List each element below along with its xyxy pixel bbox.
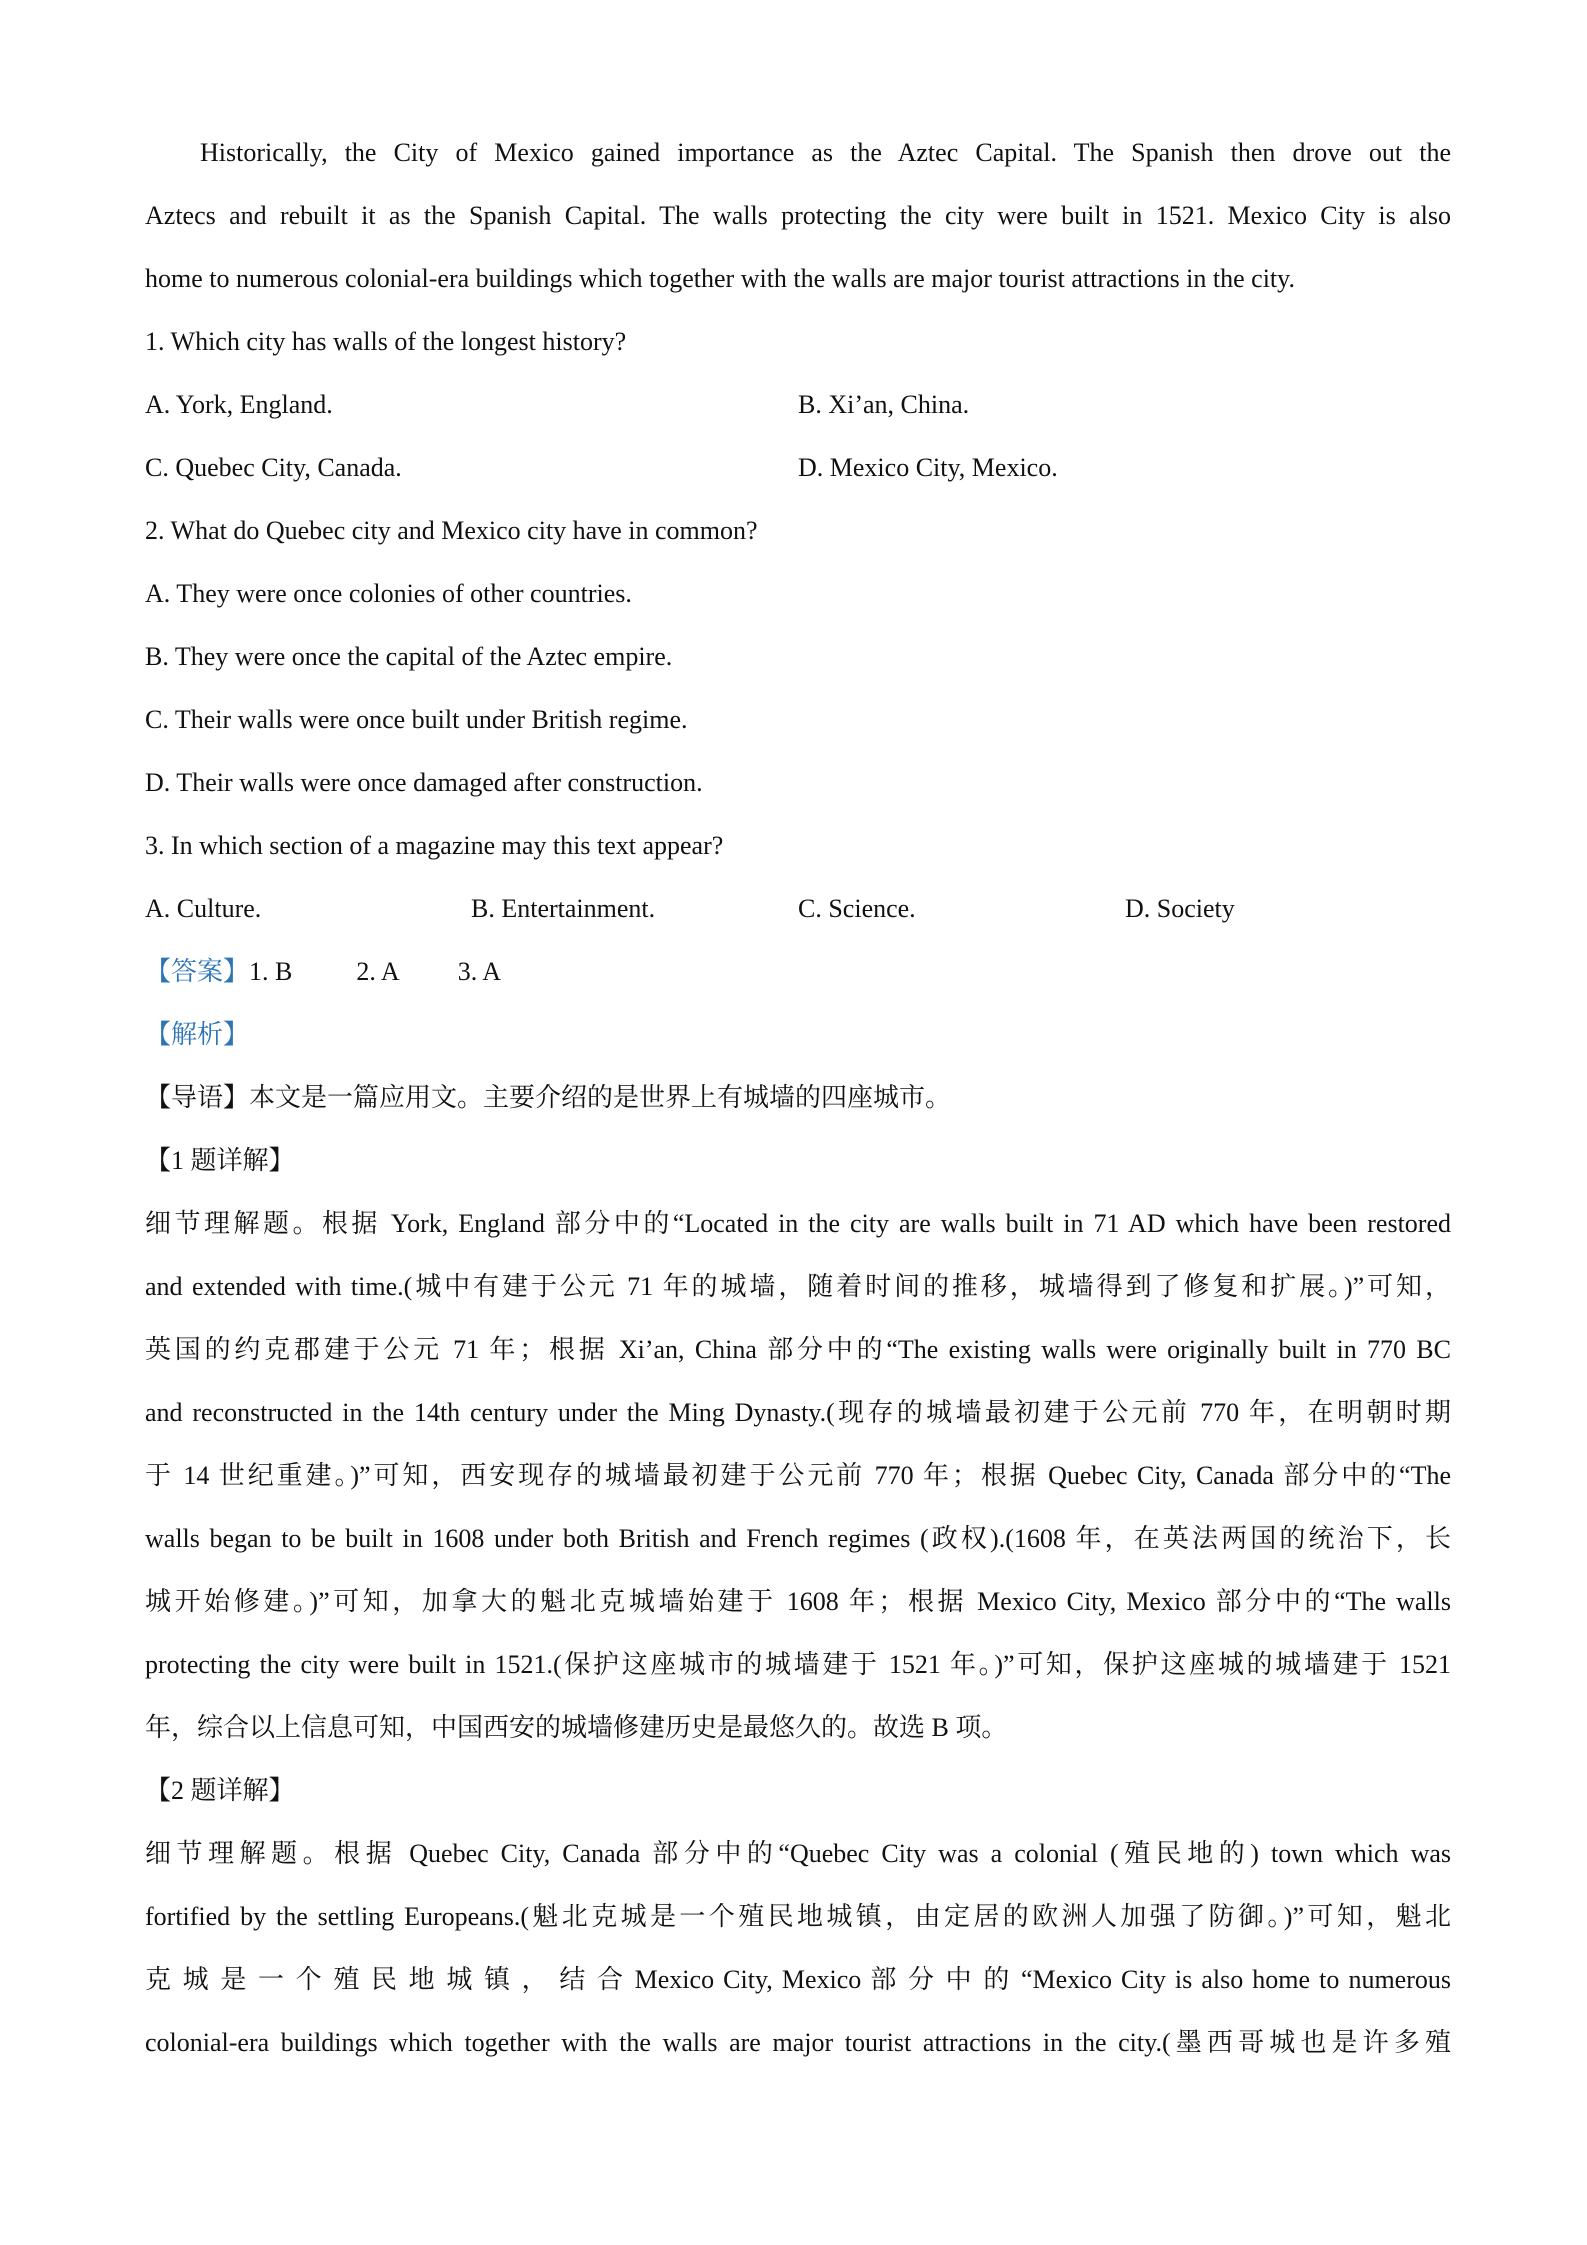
q1-detail-line: 英国的约克郡建于公元 71 年；根据 Xi’an, China 部分中的“The existing walls were originally built in 770 BC [145, 1335, 1451, 1364]
q1-detail-line: and extended with time.(城中有建于公元 71 年的城墙，随着时间的推移，城墙得到了修复和扩展。)”可知， [145, 1272, 1451, 1301]
q1-detail-line: 年，综合以上信息可知，中国西安的城墙修建历史是最悠久的。故选 B 项。 [145, 1713, 1008, 1742]
q2-detail-line: fortified by the settling Europeans.(魁北克城是一个殖民地城镇，由定居的欧洲人加强了防御。)”可知，魁北 [145, 1902, 1451, 1931]
option: C. Science. [798, 894, 916, 923]
q2-detail-line: 细节理解题。根据 Quebec City, Canada 部分中的“Quebec City was a colonial (殖民地的) town which was [145, 1839, 1451, 1868]
analysis-intro: 【导语】本文是一篇应用文。主要介绍的是世界上有城墙的四座城市。 [145, 1083, 952, 1112]
q1-detail-line: and reconstructed in the 14th century under the Ming Dynasty.(现存的城墙最初建于公元前 770 年，在明朝时期 [145, 1398, 1451, 1427]
answer-label: 【答案】 [145, 957, 250, 986]
passage-line: Aztecs and rebuilt it as the Spanish Capital. The walls protecting the city were built in 1521. Mexico City is also [145, 201, 1451, 230]
q2-detail-line: colonial-era buildings which together with the walls are major tourist attractions in the city.(墨西哥城也是许多殖 [145, 2028, 1451, 2057]
q1-detail-header: 【1 题详解】 [145, 1146, 295, 1175]
q1-detail-line: 城开始修建。)”可知，加拿大的魁北克城墙始建于 1608 年；根据 Mexico City, Mexico 部分中的“The walls [145, 1587, 1451, 1616]
option: A. Culture. [145, 894, 262, 923]
passage-line: Historically, the City of Mexico gained importance as the Aztec Capital. The Spanish then drove out the [200, 138, 1451, 167]
passage-line: home to numerous colonial-era buildings which together with the walls are major tourist attractions in the city. [145, 264, 1295, 293]
option: D. Their walls were once damaged after construction. [145, 768, 703, 797]
answer-item: 1. B [249, 957, 293, 986]
option: A. York, England. [145, 390, 333, 419]
q2-detail-header: 【2 题详解】 [145, 1776, 295, 1805]
option: B. They were once the capital of the Aztec empire. [145, 642, 673, 671]
analysis-label: 【解析】 [145, 1020, 250, 1049]
option: B. Entertainment. [471, 894, 656, 923]
option: B. Xi’an, China. [798, 390, 970, 419]
q1-detail-line: 细节理解题。根据 York, England 部分中的“Located in the city are walls built in 71 AD which have been restored [145, 1209, 1451, 1238]
question-stem: 3. In which section of a magazine may this text appear? [145, 831, 724, 860]
option: C. Their walls were once built under British regime. [145, 705, 688, 734]
q1-detail-line: walls began to be built in 1608 under both British and French regimes (政权).(1608 年，在英法两国的统治下，长 [145, 1524, 1451, 1553]
q1-detail-line: 于 14 世纪重建。)”可知，西安现存的城墙最初建于公元前 770 年；根据 Quebec City, Canada 部分中的“The [145, 1461, 1451, 1490]
option: D. Mexico City, Mexico. [798, 453, 1058, 482]
answer-item: 2. A [356, 957, 400, 986]
q1-detail-line: protecting the city were built in 1521.(保护这座城市的城墙建于 1521 年。)”可知，保护这座城的城墙建于 1521 [145, 1650, 1451, 1679]
option: D. Society [1125, 894, 1235, 923]
option: A. They were once colonies of other countries. [145, 579, 632, 608]
q2-detail-line: 克 城 是 一 个 殖 民 地 城 镇 ， 结 合 Mexico City, Mexico 部 分 中 的 “Mexico City is also home to numerous [145, 1965, 1451, 1994]
answer-line [145, 954, 1451, 990]
question-stem: 2. What do Quebec city and Mexico city have in common? [145, 516, 758, 545]
question-stem: 1. Which city has walls of the longest history? [145, 327, 627, 356]
answer-item: 3. A [457, 957, 502, 986]
option: C. Quebec City, Canada. [145, 453, 402, 482]
